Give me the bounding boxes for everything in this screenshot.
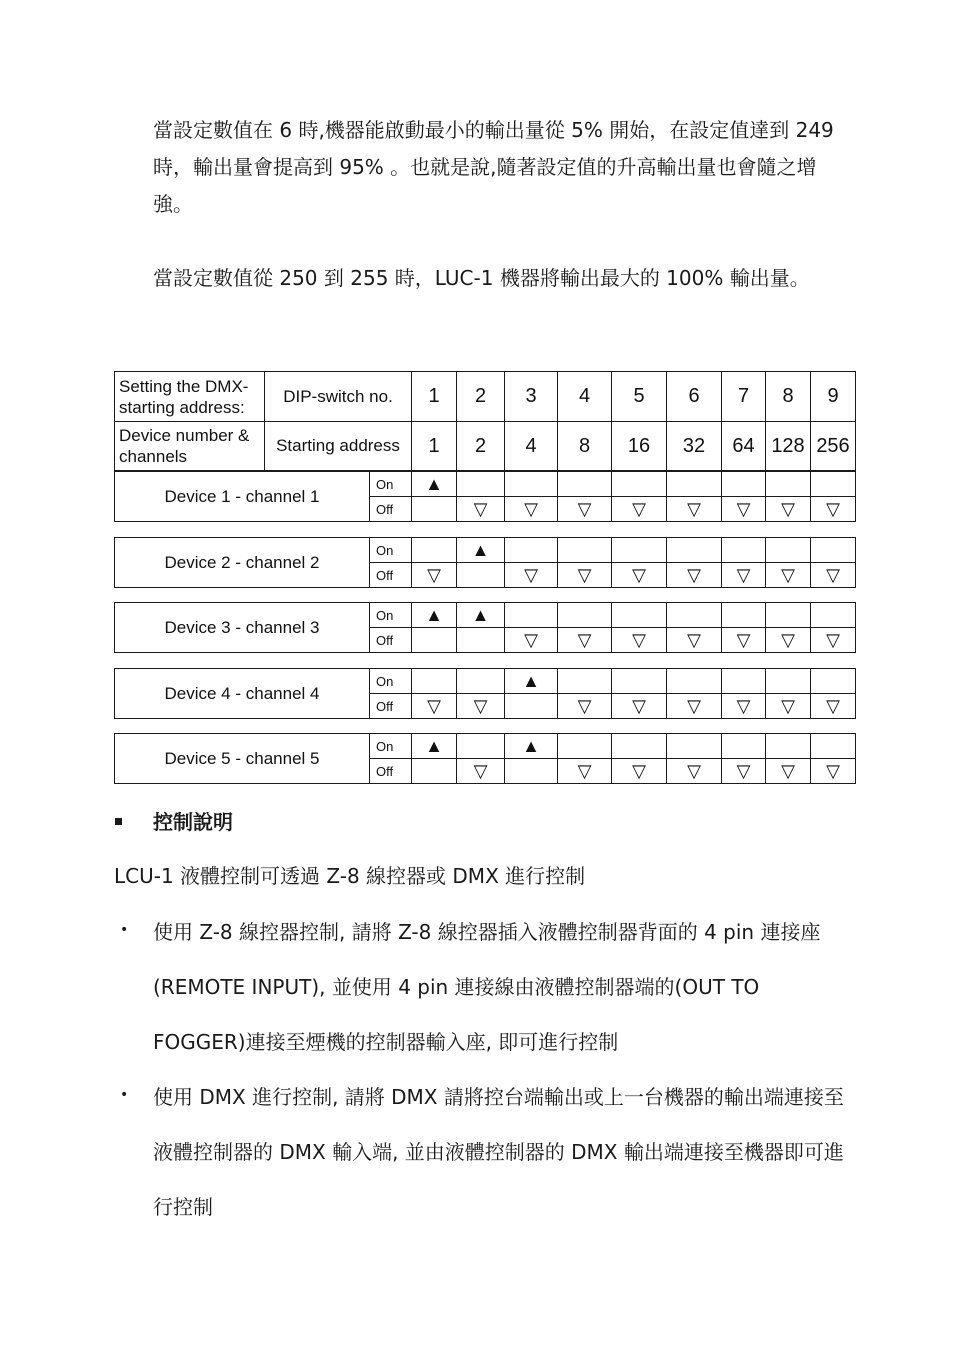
switch-off-cell <box>504 627 558 653</box>
switch-off-cell <box>666 758 722 784</box>
starting-address-value: 1 <box>411 421 457 471</box>
starting-address-value: 256 <box>810 421 856 471</box>
switch-off-cell <box>504 562 558 588</box>
dip-switch-number: 2 <box>456 371 505 422</box>
switch-on-cell <box>666 602 722 628</box>
switch-off-marker-icon: ▽ <box>781 565 795 585</box>
switch-off-cell <box>721 627 766 653</box>
switch-on-marker-icon: ▲ <box>425 474 443 494</box>
switch-on-cell <box>721 733 766 759</box>
switch-off-marker-icon: ▽ <box>736 499 751 519</box>
switch-off-cell <box>611 693 667 719</box>
switch-off-cell <box>611 627 667 653</box>
switch-off-marker-icon: ▽ <box>736 565 751 585</box>
switch-off-marker-icon: ▽ <box>632 696 646 716</box>
starting-address-value: 4 <box>504 421 558 471</box>
section-bullet-icon <box>115 818 122 825</box>
switch-on-cell <box>456 471 505 497</box>
switch-off-marker-icon: ▽ <box>577 761 592 781</box>
switch-on-cell <box>456 537 505 563</box>
starting-address-value: 8 <box>557 421 612 471</box>
starting-address-value: 64 <box>721 421 766 471</box>
switch-off-marker-icon: ▽ <box>687 565 701 585</box>
switch-off-cell <box>557 496 612 522</box>
switch-off-cell <box>456 758 505 784</box>
paragraph-output-range: 當設定數值在 6 時,機器能啟動最小的輸出量從 5% 開始，在設定值達到 249 時，輸出量會提高到 95% 。也就是說,隨著設定值的升高輸出量也會隨之增強。 <box>153 118 834 216</box>
switch-on-marker-icon: ▲ <box>522 736 540 756</box>
switch-off-cell <box>411 758 457 784</box>
switch-off-cell <box>810 693 856 719</box>
switch-off-marker-icon: ▽ <box>736 761 751 781</box>
dip-switch-table <box>114 371 855 785</box>
bullet-dot-icon: • <box>120 1087 129 1103</box>
dip-switch-number: 8 <box>765 371 811 422</box>
switch-off-marker-icon: ▽ <box>427 565 441 585</box>
switch-off-marker-icon: ▽ <box>826 630 840 650</box>
switch-off-marker-icon: ▽ <box>577 565 592 585</box>
device-label: Device 1 - channel 1 <box>114 471 370 522</box>
switch-off-marker-icon: ▽ <box>687 696 701 716</box>
switch-off-cell <box>721 758 766 784</box>
switch-on-marker-icon: ▲ <box>425 605 443 625</box>
switch-on-cell <box>504 602 558 628</box>
switch-off-marker-icon: ▽ <box>427 696 441 716</box>
bullet-dmx-control: 使用 DMX 進行控制, 請將 DMX 請將控台端輸出或上一台機器的輸出端連接至液體控制器的 DMX 輸入端, 並由液體控制器的 DMX 輸出端連接至機器即可進行控制 <box>153 1085 844 1219</box>
switch-on-cell <box>611 471 667 497</box>
switch-off-marker-icon: ▽ <box>632 499 646 519</box>
switch-off-cell <box>810 758 856 784</box>
switch-on-cell <box>504 668 558 694</box>
switch-off-marker-icon: ▽ <box>473 499 488 519</box>
switch-on-cell <box>504 537 558 563</box>
switch-on-cell <box>810 668 856 694</box>
on-label: On <box>369 602 412 628</box>
switch-on-marker-icon: ▲ <box>471 540 490 560</box>
switch-on-cell <box>721 602 766 628</box>
switch-on-cell <box>557 733 612 759</box>
switch-off-marker-icon: ▽ <box>524 630 538 650</box>
bullet-dot-icon: • <box>120 922 129 938</box>
switch-on-cell <box>411 602 457 628</box>
switch-on-cell <box>611 602 667 628</box>
device-label: Device 3 - channel 3 <box>114 602 370 653</box>
switch-off-marker-icon: ▽ <box>577 499 592 519</box>
switch-on-cell <box>666 668 722 694</box>
switch-on-cell <box>611 537 667 563</box>
off-label: Off <box>369 562 412 588</box>
switch-off-marker-icon: ▽ <box>687 761 701 781</box>
switch-on-cell <box>611 733 667 759</box>
on-label: On <box>369 733 412 759</box>
switch-on-cell <box>765 733 811 759</box>
off-label: Off <box>369 627 412 653</box>
off-label: Off <box>369 693 412 719</box>
switch-off-cell <box>721 496 766 522</box>
switch-off-cell <box>611 562 667 588</box>
switch-off-cell <box>456 627 505 653</box>
switch-off-marker-icon: ▽ <box>781 630 795 650</box>
switch-off-cell <box>411 496 457 522</box>
switch-off-marker-icon: ▽ <box>577 696 592 716</box>
switch-on-cell <box>765 471 811 497</box>
switch-off-cell <box>411 627 457 653</box>
switch-on-cell <box>810 537 856 563</box>
switch-off-cell <box>721 562 766 588</box>
switch-on-cell <box>666 733 722 759</box>
switch-on-cell <box>721 668 766 694</box>
switch-off-cell <box>504 496 558 522</box>
switch-off-cell <box>810 562 856 588</box>
dip-switch-no-label: DIP-switch no. <box>264 371 412 422</box>
switch-off-marker-icon: ▽ <box>781 499 795 519</box>
starting-address-label: Starting address <box>264 421 412 471</box>
switch-on-cell <box>456 733 505 759</box>
switch-off-cell <box>557 758 612 784</box>
switch-off-cell <box>666 496 722 522</box>
starting-address-value: 16 <box>611 421 667 471</box>
switch-off-marker-icon: ▽ <box>826 565 840 585</box>
switch-off-cell <box>666 693 722 719</box>
switch-off-cell <box>765 693 811 719</box>
switch-off-cell <box>765 562 811 588</box>
device-label: Device 2 - channel 2 <box>114 537 370 588</box>
switch-on-cell <box>557 471 612 497</box>
switch-on-cell <box>557 602 612 628</box>
switch-off-cell <box>411 562 457 588</box>
device-label: Device 5 - channel 5 <box>114 733 370 784</box>
switch-on-cell <box>810 602 856 628</box>
dip-switch-number: 1 <box>411 371 457 422</box>
switch-off-marker-icon: ▽ <box>632 761 646 781</box>
switch-off-marker-icon: ▽ <box>577 630 592 650</box>
switch-off-cell <box>411 693 457 719</box>
on-label: On <box>369 537 412 563</box>
off-label: Off <box>369 758 412 784</box>
switch-on-cell <box>411 471 457 497</box>
switch-off-marker-icon: ▽ <box>473 761 488 781</box>
starting-address-value: 32 <box>666 421 722 471</box>
switch-off-cell <box>557 693 612 719</box>
switch-on-cell <box>765 602 811 628</box>
starting-address-value: 128 <box>765 421 811 471</box>
switch-off-cell <box>810 627 856 653</box>
dmx-setting-label: Setting the DMX-starting address: <box>114 371 265 422</box>
switch-off-cell <box>456 496 505 522</box>
paragraph-max-output: 當設定數值從 250 到 255 時，LUC-1 機器將輸出最大的 100% 輸出量。 <box>153 266 810 290</box>
switch-on-cell <box>765 537 811 563</box>
switch-off-cell <box>504 758 558 784</box>
switch-on-cell <box>765 668 811 694</box>
dip-switch-number: 9 <box>810 371 856 422</box>
switch-off-cell <box>456 562 505 588</box>
switch-off-marker-icon: ▽ <box>524 499 538 519</box>
dip-switch-number: 7 <box>721 371 766 422</box>
switch-on-cell <box>411 668 457 694</box>
switch-off-marker-icon: ▽ <box>736 696 751 716</box>
switch-on-cell <box>557 537 612 563</box>
switch-on-marker-icon: ▲ <box>425 736 443 756</box>
switch-on-cell <box>611 668 667 694</box>
switch-off-cell <box>810 496 856 522</box>
switch-on-cell <box>411 537 457 563</box>
switch-off-marker-icon: ▽ <box>781 761 795 781</box>
switch-off-marker-icon: ▽ <box>632 565 646 585</box>
device-channels-label: Device number & channels <box>114 421 265 471</box>
switch-on-cell <box>666 537 722 563</box>
switch-off-marker-icon: ▽ <box>687 499 701 519</box>
switch-on-cell <box>456 602 505 628</box>
switch-off-marker-icon: ▽ <box>736 630 751 650</box>
switch-off-cell <box>557 562 612 588</box>
switch-on-cell <box>411 733 457 759</box>
control-intro: LCU-1 液體控制可透過 Z-8 線控器或 DMX 進行控制 <box>114 864 586 888</box>
switch-off-cell <box>611 496 667 522</box>
switch-on-cell <box>810 471 856 497</box>
switch-on-cell <box>721 537 766 563</box>
dip-switch-number: 5 <box>611 371 667 422</box>
on-label: On <box>369 668 412 694</box>
switch-on-cell <box>810 733 856 759</box>
device-label: Device 4 - channel 4 <box>114 668 370 719</box>
dip-switch-number: 6 <box>666 371 722 422</box>
switch-off-cell <box>666 627 722 653</box>
switch-on-cell <box>557 668 612 694</box>
switch-off-marker-icon: ▽ <box>826 696 840 716</box>
off-label: Off <box>369 496 412 522</box>
switch-on-cell <box>721 471 766 497</box>
switch-off-marker-icon: ▽ <box>826 761 840 781</box>
switch-on-cell <box>456 668 505 694</box>
switch-on-cell <box>504 471 558 497</box>
switch-off-cell <box>765 627 811 653</box>
switch-off-cell <box>765 496 811 522</box>
switch-on-marker-icon: ▲ <box>522 671 540 691</box>
switch-off-marker-icon: ▽ <box>781 696 795 716</box>
switch-off-marker-icon: ▽ <box>524 565 538 585</box>
switch-off-marker-icon: ▽ <box>632 630 646 650</box>
section-title: 控制說明 <box>153 810 233 834</box>
switch-off-cell <box>721 693 766 719</box>
switch-on-marker-icon: ▲ <box>471 605 490 625</box>
bullet-z8-control: 使用 Z-8 線控器控制, 請將 Z-8 線控器插入液體控制器背面的 4 pin 連接座(REMOTE INPUT), 並使用 4 pin 連接線由液體控制器端的(OUT TO FOGGER)連接至煙機的控制器輸入座, 即可進行控制 <box>153 920 821 1054</box>
switch-on-cell <box>504 733 558 759</box>
switch-off-cell <box>456 693 505 719</box>
dip-switch-number: 4 <box>557 371 612 422</box>
switch-off-cell <box>611 758 667 784</box>
switch-on-cell <box>666 471 722 497</box>
switch-off-marker-icon: ▽ <box>687 630 701 650</box>
switch-off-cell <box>557 627 612 653</box>
switch-off-cell <box>765 758 811 784</box>
starting-address-value: 2 <box>456 421 505 471</box>
switch-off-cell <box>504 693 558 719</box>
dip-switch-number: 3 <box>504 371 558 422</box>
switch-off-cell <box>666 562 722 588</box>
switch-off-marker-icon: ▽ <box>826 499 840 519</box>
switch-off-marker-icon: ▽ <box>473 696 488 716</box>
on-label: On <box>369 471 412 497</box>
